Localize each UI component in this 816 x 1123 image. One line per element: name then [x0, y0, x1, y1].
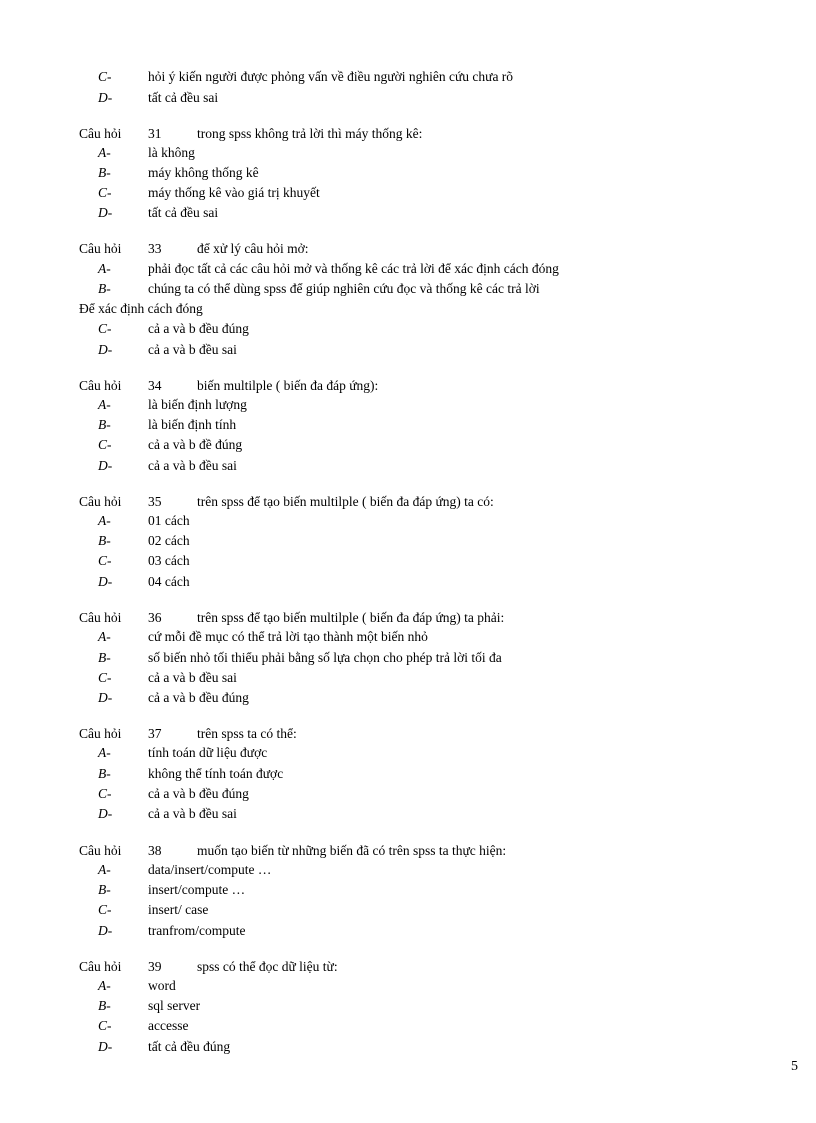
- option-letter: D-: [98, 923, 113, 938]
- option-text: cả a và b đều đúng: [148, 321, 249, 336]
- option-letter: A-: [98, 745, 111, 760]
- option-text: là biến định lượng: [148, 397, 247, 412]
- question-text: spss có thể đọc dữ liệu từ:: [197, 959, 338, 974]
- question-number: 38: [148, 843, 162, 858]
- option-letter: D-: [98, 1039, 113, 1054]
- question-label: Câu hỏi: [79, 843, 122, 858]
- question-text: biến multilple ( biến đa đáp ứng):: [197, 378, 379, 393]
- question-text: muốn tạo biến từ những biến đã có trên spss ta thực hiện:: [197, 843, 507, 858]
- option-letter: D-: [98, 90, 113, 105]
- option-text: 04 cách: [148, 574, 190, 589]
- option-letter: B-: [98, 165, 111, 180]
- option-text: sql server: [148, 998, 201, 1013]
- option-letter: B-: [98, 281, 111, 296]
- option-text: máy thống kê vào giá trị khuyết: [148, 185, 320, 200]
- option-letter: A-: [98, 261, 111, 276]
- question-label: Câu hỏi: [79, 959, 122, 974]
- option-text: 03 cách: [148, 553, 190, 568]
- option-text: cả a và b đều đúng: [148, 690, 249, 705]
- question-number: 39: [148, 959, 162, 974]
- option-letter: C-: [98, 437, 112, 452]
- question-label: Câu hỏi: [79, 726, 122, 741]
- question-number: 33: [148, 241, 162, 256]
- question-number: 37: [148, 726, 162, 741]
- option-text: insert/compute …: [148, 882, 246, 897]
- option-text: cả a và b đều đúng: [148, 786, 249, 801]
- option-letter: C-: [98, 902, 112, 917]
- option-letter: D-: [98, 205, 113, 220]
- option-letter: D-: [98, 690, 113, 705]
- option-letter: B-: [98, 766, 111, 781]
- option-letter: D-: [98, 458, 113, 473]
- option-letter: B-: [98, 650, 111, 665]
- option-letter: C-: [98, 321, 112, 336]
- question-label: Câu hỏi: [79, 494, 122, 509]
- option-text: tất cả đều sai: [148, 205, 219, 220]
- option-text: tất cả đều sai: [148, 90, 219, 105]
- page-number: 5: [791, 1059, 798, 1074]
- option-text: word: [148, 978, 176, 993]
- option-continuation: Để xác định cách đóng: [79, 301, 203, 316]
- option-letter: C-: [98, 670, 112, 685]
- option-text: chúng ta có thể dùng spss để giúp nghiên cứu đọc và thống kê các trả lời: [148, 281, 540, 296]
- option-letter: A-: [98, 862, 111, 877]
- option-letter: B-: [98, 882, 111, 897]
- question-text: trên spss để tạo biến multilple ( biến đa đáp ứng) ta phải:: [197, 610, 505, 625]
- option-letter: D-: [98, 574, 113, 589]
- option-text: tất cả đều đúng: [148, 1039, 231, 1054]
- option-text: máy không thống kê: [148, 165, 259, 180]
- option-letter: A-: [98, 629, 111, 644]
- question-number: 34: [148, 378, 162, 393]
- question-label: Câu hỏi: [79, 126, 122, 141]
- question-label: Câu hỏi: [79, 610, 122, 625]
- option-letter: C-: [98, 185, 112, 200]
- question-text: trong spss không trả lời thì máy thống kê:: [197, 126, 423, 141]
- option-letter: B-: [98, 998, 111, 1013]
- option-letter: C-: [98, 553, 112, 568]
- question-label: Câu hỏi: [79, 241, 122, 256]
- option-letter: C-: [98, 1018, 112, 1033]
- option-text: phải đọc tất cả các câu hỏi mở và thống kê các trả lời để xác định cách đóng: [148, 261, 559, 276]
- option-letter: A-: [98, 397, 111, 412]
- option-letter: D-: [98, 342, 113, 357]
- option-letter: B-: [98, 533, 111, 548]
- question-text: trên spss ta có thể:: [197, 726, 297, 741]
- option-letter: C-: [98, 786, 112, 801]
- option-text: accesse: [148, 1018, 189, 1033]
- option-letter: A-: [98, 145, 111, 160]
- question-text: để xử lý câu hỏi mở:: [197, 241, 309, 256]
- option-text: data/insert/compute …: [148, 862, 272, 877]
- question-number: 36: [148, 610, 162, 625]
- question-number: 35: [148, 494, 162, 509]
- option-text: không thể tính toán được: [148, 766, 284, 781]
- option-letter: A-: [98, 513, 111, 528]
- option-text: 02 cách: [148, 533, 190, 548]
- option-letter: A-: [98, 978, 111, 993]
- option-text: 01 cách: [148, 513, 190, 528]
- option-text: số biến nhỏ tối thiểu phải bằng số lựa chọn cho phép trả lời tối đa: [148, 650, 502, 665]
- option-text: là biến định tính: [148, 417, 237, 432]
- option-text: cả a và b đều sai: [148, 670, 237, 685]
- option-text: cả a và b đều sai: [148, 806, 237, 821]
- question-label: Câu hỏi: [79, 378, 122, 393]
- question-number: 31: [148, 126, 162, 141]
- option-text: cứ mỗi đề mục có thể trả lời tạo thành một biến nhỏ: [148, 629, 428, 644]
- option-text: cả a và b đều sai: [148, 458, 237, 473]
- option-text: insert/ case: [148, 902, 209, 917]
- option-text: là không: [148, 145, 195, 160]
- option-letter: B-: [98, 417, 111, 432]
- option-text: hỏi ý kiến người được phỏng vấn về điều người nghiên cứu chưa rõ: [148, 69, 514, 84]
- option-text: cả a và b đề đúng: [148, 437, 243, 452]
- option-text: tranfrom/compute: [148, 923, 246, 938]
- question-text: trên spss để tạo biến multilple ( biến đa đáp ứng) ta có:: [197, 494, 494, 509]
- option-letter: C-: [98, 69, 112, 84]
- option-text: tính toán dữ liệu được: [148, 745, 268, 760]
- option-text: cả a và b đều sai: [148, 342, 237, 357]
- option-letter: D-: [98, 806, 113, 821]
